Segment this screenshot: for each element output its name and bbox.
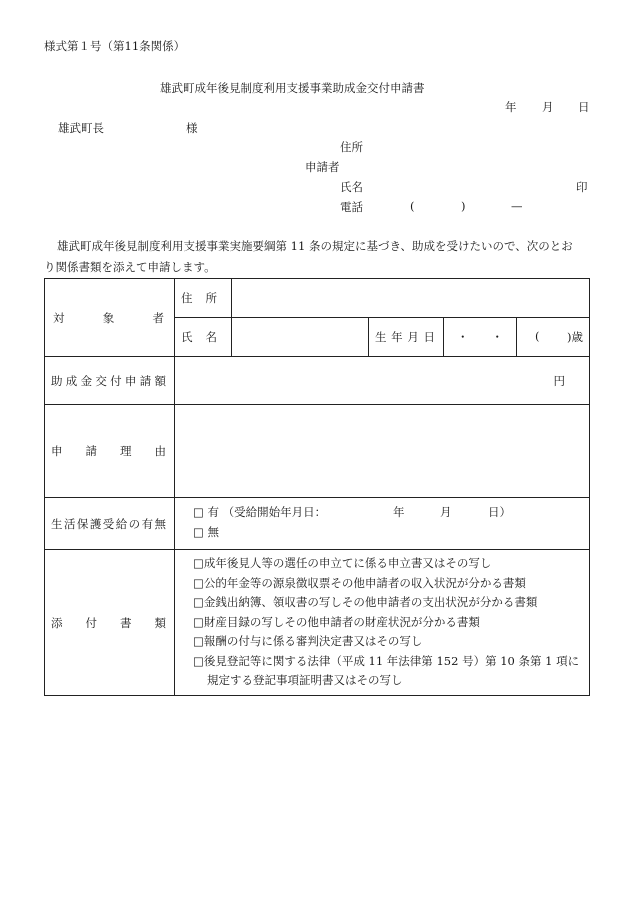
welfare-label-c1: 生	[51, 516, 63, 531]
address-label-c2: 所	[205, 291, 217, 305]
welfare-label-c4: 護	[89, 516, 102, 531]
phone-close-paren: )	[461, 199, 466, 213]
subject-address-label-cell	[175, 279, 232, 318]
welfare-label-c9: 無	[154, 516, 166, 531]
welfare-yes-checkbox[interactable]: □ 有 （受給開始年月日：	[193, 504, 327, 519]
applicant-name-label: 氏名	[340, 180, 363, 194]
birthdate-label-c4: 日	[423, 330, 435, 344]
form-title: 雄武町成年後見制度利用支援事業助成金交付申請書	[160, 81, 425, 95]
attachments-label-c1: 添	[51, 615, 63, 630]
age-field[interactable]	[517, 318, 590, 357]
reason-label-c4: 由	[154, 444, 166, 458]
phone-dash: —	[511, 199, 523, 213]
reason-label-c2: 請	[85, 444, 97, 458]
addressee-name: 雄武町長	[58, 121, 104, 135]
birthdate-label-c3: 月	[407, 330, 419, 344]
amount-label-c8: 額	[154, 373, 166, 388]
date-year: 年	[505, 100, 517, 114]
attachment-item-guardian-petition[interactable]: □成年後見人等の選任の申立てに係る申立書又はその写し	[193, 556, 492, 571]
subject-label-cell	[45, 279, 175, 357]
birthdate-label-cell	[369, 318, 444, 357]
attachment-item-property-inventory[interactable]: □財産目録の写しその他申請者の財産状況が分かる書類	[193, 614, 480, 629]
attachments-label-cell	[45, 550, 175, 696]
reason-field[interactable]	[175, 405, 590, 498]
reason-label-c1: 申	[51, 444, 63, 458]
subject-name-field[interactable]	[232, 318, 369, 357]
amount-label-c3: 金	[80, 373, 93, 388]
address-label-c1: 住	[181, 291, 193, 305]
birthdate-label-c2: 年	[391, 330, 403, 344]
welfare-month: 月	[440, 504, 452, 519]
welfare-label-c2: 活	[63, 516, 76, 531]
attachments-label-c2: 付	[85, 615, 97, 630]
subject-name-label-cell	[175, 318, 232, 357]
seal-mark: 印	[576, 180, 588, 194]
welfare-label-c3: 保	[76, 516, 89, 531]
attachments-list	[175, 550, 590, 696]
addressee-honorific: 様	[186, 121, 198, 135]
welfare-day: 日）	[488, 504, 511, 519]
name-label-c2: 名	[205, 330, 217, 344]
amount-label-c6: 申	[124, 373, 137, 388]
reason-row	[45, 405, 590, 498]
amount-label-cell	[45, 357, 175, 405]
intro-line-2: り関係書類を添えて申請します。	[44, 260, 216, 274]
welfare-year: 年	[393, 504, 405, 519]
application-table	[44, 278, 590, 696]
intro-line-1: 雄武町成年後見制度利用支援事業実施要綱第 11 条の規定に基づき、助成を受けたいので、次のとお	[57, 239, 573, 253]
attachment-item-registration-law[interactable]: □後見登記等に関する法律（平成 11 年法律第 152 号）第 10 条第 1 項に	[193, 653, 580, 668]
reason-label-cell	[45, 405, 175, 498]
birthdate-label-c1: 生	[375, 330, 387, 344]
applicant-label: 申請者	[305, 160, 340, 174]
date-day: 日	[578, 100, 590, 114]
age-close-paren: )歳	[567, 330, 583, 344]
attachments-label-c4: 類	[154, 615, 166, 630]
date-month: 月	[542, 100, 554, 114]
phone-open-paren: (	[410, 199, 415, 213]
age-open-paren: (	[535, 329, 540, 343]
attachment-item-pension-withholding[interactable]: □公的年金等の源泉徴収票その他申請者の収入状況が分かる書類	[193, 575, 526, 590]
welfare-label-c7: の	[128, 516, 141, 531]
attachment-item-registration-continuation: 規定する登記事項証明書又はその写し	[207, 673, 403, 688]
applicant-phone-label: 電話	[340, 200, 363, 214]
welfare-field	[175, 498, 590, 550]
welfare-label-c6: 給	[115, 516, 128, 531]
amount-row	[45, 357, 590, 405]
amount-label-c7: 請	[139, 373, 152, 388]
welfare-row	[45, 498, 590, 550]
birthdate-dots: ・ ・	[457, 330, 503, 344]
form-number: 様式第１号（第11条関係）	[44, 39, 186, 53]
reason-label-c3: 理	[120, 444, 132, 458]
amount-unit: 円	[553, 373, 565, 388]
subject-label-c2: 象	[102, 310, 115, 325]
subject-label-c1: 対	[53, 310, 65, 325]
amount-label-c4: 交	[95, 373, 107, 388]
attachments-row	[45, 550, 590, 696]
welfare-label-c8: 有	[141, 516, 154, 531]
attachment-item-cash-ledger[interactable]: □金銭出納簿、領収書の写しその他申請者の支出状況が分かる書類	[193, 595, 538, 610]
welfare-label-c5: 受	[102, 516, 115, 531]
birthdate-field[interactable]	[444, 318, 517, 357]
name-label-c1: 氏	[181, 330, 193, 344]
subject-address-row	[45, 279, 590, 318]
amount-label-c1: 助	[51, 373, 63, 388]
attachments-label-c3: 書	[120, 615, 132, 630]
amount-label-c5: 付	[110, 373, 122, 388]
amount-label-c2: 成	[65, 373, 78, 388]
subject-address-field[interactable]	[232, 279, 590, 318]
applicant-address-label: 住所	[340, 140, 363, 154]
welfare-label-cell	[45, 498, 175, 550]
attachment-item-fee-decision[interactable]: □報酬の付与に係る審判決定書又はその写し	[193, 634, 423, 649]
amount-field[interactable]	[175, 357, 590, 405]
welfare-no-checkbox[interactable]: □ 無	[193, 524, 220, 539]
subject-label-c3: 者	[152, 310, 164, 325]
